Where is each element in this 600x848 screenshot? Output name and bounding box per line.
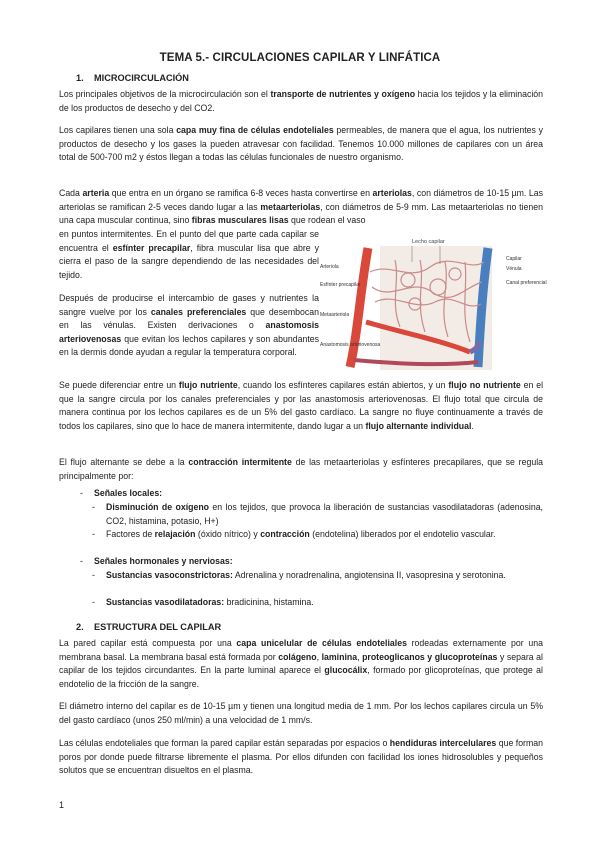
label-esfinter: Esfínter precapilar: [320, 282, 361, 288]
list-item-vasodilatadoras: - Sustancias vasodilatadoras: bradicinina, histamina.: [92, 597, 314, 607]
label-arteriola: Arteriola: [320, 264, 339, 270]
label-anastomosis: Anastomosis arteriovenosa: [320, 342, 381, 348]
list-item-senales-hormonales: - Señales hormonales y nerviosas:: [80, 556, 233, 566]
figure-top-label: Lecho capilar: [412, 239, 445, 245]
list-item-oxigeno: - Disminución de oxígeno en los tejidos, que provoca la liberación de sustancias vasodilatadoras (adenosina, CO2, histamina, potasio, H+): [92, 502, 543, 526]
paragraph-capilares: Los capilares tienen una sola capa muy fina de células endoteliales permeables, de manera que el agua, los nutrientes y productos de desecho y los gases la pueden atravesar con facilidad. Tenemos 10.000 millones de capilares con un área total de 500-700 m2 y éstos llegan a todas las células funcionales de nuestro organismo.: [59, 125, 543, 162]
paragraph-diametro: El diámetro interno del capilar es de 10-15 µm y tienen una longitud media de 1 mm. Por los lechos capilares circula un 5% del gasto cardíaco (unos 250 ml/min) a una velocidad de 1 mm/s.: [59, 701, 543, 725]
paragraph-pared-capilar: La pared capilar está compuesta por una capa unicelular de células endoteliales rodeadas externamente por una membrana basal. La membrana basal está formada por colágeno, laminina, proteoglicanos y glucoproteínas y separa al capilar de los tejidos circundantes. En la parte luminal aparece el glucocálix, formado por glicoproteínas, que protege al endotelio de la fricción de la sangre.: [59, 638, 543, 689]
list-item-senales-locales: - Señales locales:: [80, 488, 163, 498]
paragraph-objetivos: Los principales objetivos de la microcirculación son el transporte de nutrientes y oxígeno hacia los tejidos y la eliminación de los productos de desecho y del CO2.: [59, 89, 543, 113]
paragraph-canales: Después de producirse el intercambio de gases y nutrientes la sangre vuelve por los canales preferenciales que desembocan en las vénulas. Existen derivaciones o anastomosis arteriovenosas que evitan los lechos capilares y son abundantes en la dermis donde ayudan a regular la temperatura corporal.: [59, 293, 319, 357]
capillary-bed-figure: [320, 232, 548, 372]
paragraph-flujo-alternante: El flujo alternante se debe a la contracción intermitente de las metaarteriolas y esfínteres precapilares, que se regula principalmente por:: [59, 457, 543, 481]
page-number: 1: [59, 800, 65, 810]
paragraph-flujo: Se puede diferenciar entre un flujo nutriente, cuando los esfínteres capilares están abiertos, y un flujo no nutriente en el que la sangre circula por los canales preferenciales y por las anastomosis arteriovenosas. El flujo total que circula de manera continua por los lechos capilares es de un 5% del gasto cardíaco. La sangre no fluye continuamente a través de todos los capilares, sino que lo hace de manera intermitente, dando lugar a un flujo alternante individual.: [59, 380, 544, 431]
arteriole-vessel: [350, 248, 368, 367]
list-item-factores: - Factores de relajación (óxido nítrico) y contracción (endotelina) liberados por el endotelio vascular.: [92, 529, 496, 539]
label-metaarteriola: Metaarteriola: [320, 312, 350, 318]
list-item-vasoconstrictoras: - Sustancias vasoconstrictoras: Adrenalina y noradrenalina, angiotensina II, vasopresina y serotonina.: [92, 570, 506, 580]
paragraph-hendiduras: Las células endoteliales que forman la pared capilar están separadas por espacios o hendiduras intercelulares que forman poros por donde puede filtrarse libremente el plasma. Por ellos difunden con facilidad los iones hidrosolubles y pequeños solutos que se encuentran disueltos en el plasma.: [59, 738, 543, 775]
section-heading-estructura: 2. ESTRUCTURA DEL CAPILAR: [76, 622, 222, 632]
label-capilar: Capilar: [506, 256, 522, 262]
paragraph-arterias: Cada arteria que entra en un órgano se ramifica 6-8 veces hasta convertirse en arteriolas, con diámetros de 10-15 µm. Las arteriolas se ramifican 2-5 veces dando lugar a las metaarteriolas, con diámetros de 5-9 mm. Las metaarteriolas no tienen una capa muscular continua, sino fibras musculares lisas que rodean el vaso: [59, 188, 543, 225]
paragraph-esfinter: en puntos intermitentes. En el punto del que parte cada capilar se encuentra el esfínter precapilar, fibra muscular lisa que abre y cierra el paso de la sangre dependiendo de las necesidades del tejido.: [59, 229, 319, 280]
label-venula: Vénula: [506, 266, 522, 272]
label-canal: Canal preferencial: [506, 280, 547, 286]
page-title: TEMA 5.- CIRCULACIONES CAPILAR Y LINFÁTICA: [159, 52, 441, 64]
section-heading-microcirculacion: 1. MICROCIRCULACIÓN: [76, 73, 189, 83]
